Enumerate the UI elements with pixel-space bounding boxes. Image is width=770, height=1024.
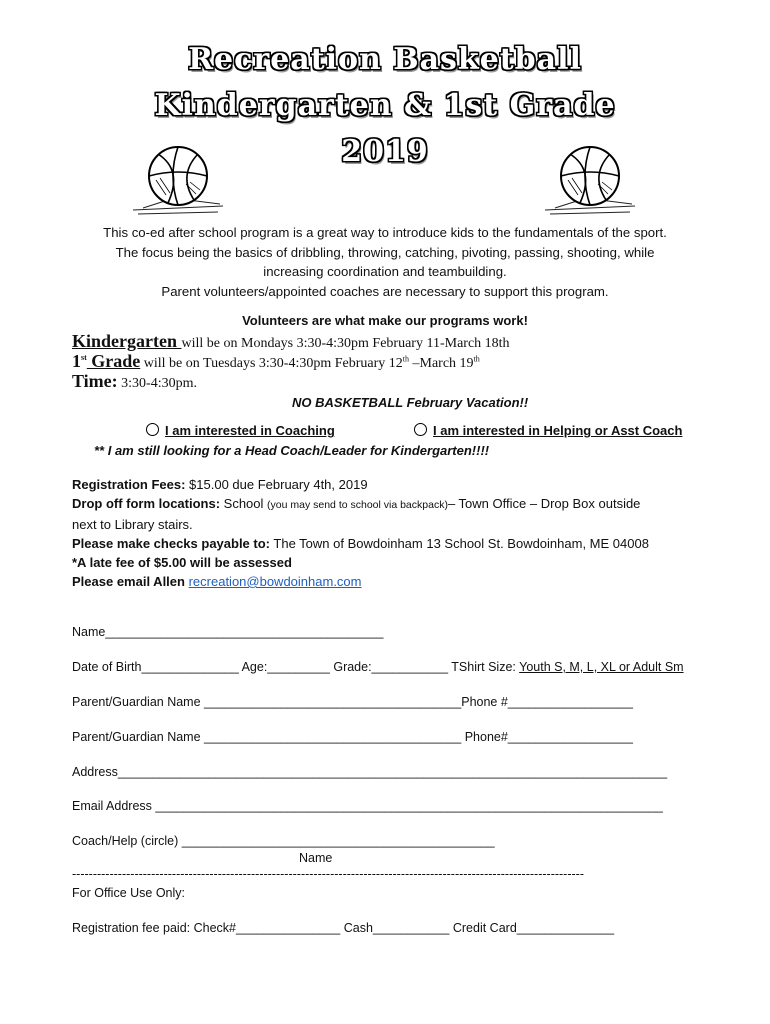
checks-label: Please make checks payable to: [72,536,271,551]
tshirt-size-options[interactable]: Youth S, M, L, XL or Adult Sm [519,660,684,674]
first-grade-label-sup: st [81,353,87,362]
fees-text: $15.00 due February 4th, 2019 [185,477,368,492]
dob-age-grade-row[interactable] [72,660,684,674]
parent-guardian-field-2[interactable]: Parent/Guardian Name _____________________________________ Phone#__________________ [72,730,633,744]
helping-radio-icon[interactable] [414,423,427,436]
title-line-1: Recreation Basketball [188,42,582,77]
address-field[interactable]: Address_______________________________________________________________________________ [72,765,668,779]
email-line [72,572,649,591]
basketball-icon-left [128,140,228,220]
intro-line-1: This co-ed after school program is a great way to introduce kids to the fundamentals of the sport. [103,225,667,240]
time-label: Time: [72,371,118,391]
dropoff-text-a: School [220,496,268,511]
helping-option-label: I am interested in Helping or Asst Coach [433,423,683,438]
late-fee-line: *A late fee of $5.00 will be assessed [72,555,292,570]
first-grade-text-a: will be on Tuesdays 3:30-4:30pm February 12 [140,356,403,371]
office-use-heading: For Office Use Only: [72,886,185,900]
email-link[interactable]: recreation@bowdoinham.com [188,574,362,589]
coaching-radio-icon[interactable] [146,423,159,436]
parent-guardian-field-1[interactable]: Parent/Guardian Name _____________________________________Phone #__________________ [72,695,633,709]
intro-line-3: increasing coordination and teambuilding. [263,264,507,279]
intro-line-4: Parent volunteers/appointed coaches are necessary to support this program. [161,283,609,299]
checks-text: The Town of Bowdoinham 13 School St. Bowdoinham, ME 04008 [270,536,649,551]
first-grade-sup-1: th [402,354,410,364]
helping-option[interactable] [414,423,682,438]
time-text: 3:30-4:30pm. [117,376,198,391]
name-field[interactable]: Name________________________________________ [72,625,384,639]
first-grade-label-word: Grade [86,351,141,371]
title-line-2: Kindergarten & 1st Grade [154,88,616,123]
first-grade-sup-2: th [473,354,480,364]
registration-info [72,475,649,591]
kindergarten-text: will be on Mondays 3:30-4:30pm February 11-March 18th [181,336,510,351]
time-line [72,371,197,392]
intro-paragraph [60,223,710,301]
kindergarten-label: Kindergarten [72,331,182,351]
dropoff-label: Drop off form locations: [72,496,221,511]
email-address-field[interactable]: Email Address _________________________________________________________________________ [72,799,663,813]
first-grade-schedule [72,351,480,372]
coaching-option[interactable] [146,423,335,438]
coach-help-field[interactable]: Coach/Help (circle) _____________________________________________ [72,834,495,848]
intro-line-2: The focus being the basics of dribbling, throwing, catching, pivoting, passing, shooting, while [115,244,655,260]
head-coach-notice: ** I am still looking for a Head Coach/Leader for Kindergarten!!!! [94,443,490,458]
dropoff-line [72,494,649,515]
office-divider: --------------------------------------------------------------------------------------------------------------------------- [72,867,584,881]
checks-line [72,534,649,553]
first-grade-label-number: 1 [72,351,81,371]
dropoff-text-b: – Town Office – Drop Box outside [447,496,641,511]
basketball-icon-right [540,140,640,220]
coaching-option-label: I am interested in Coaching [165,423,335,438]
dropoff-line-2: next to Library stairs. [72,517,193,532]
title-line-3: 2019 [341,134,429,169]
first-grade-text-b: –March 19 [409,356,474,371]
coach-name-caption: Name [299,851,333,865]
no-basketball-notice: NO BASKETBALL February Vacation!! [292,395,529,410]
dob-age-grade-fields[interactable]: Date of Birth______________ Age:_________ Grade:___________ TShirt Size: [72,660,520,674]
registration-fee-paid-field[interactable]: Registration fee paid: Check#_______________ Cash___________ Credit Card______________ [72,921,615,935]
volunteers-heading: Volunteers are what make our programs work! [242,313,528,328]
fees-line [72,475,649,494]
dropoff-note: (you may send to school via backpack) [267,499,448,511]
kindergarten-schedule [72,331,510,352]
fees-label: Registration Fees: [72,477,186,492]
email-label: Please email Allen [72,574,189,589]
